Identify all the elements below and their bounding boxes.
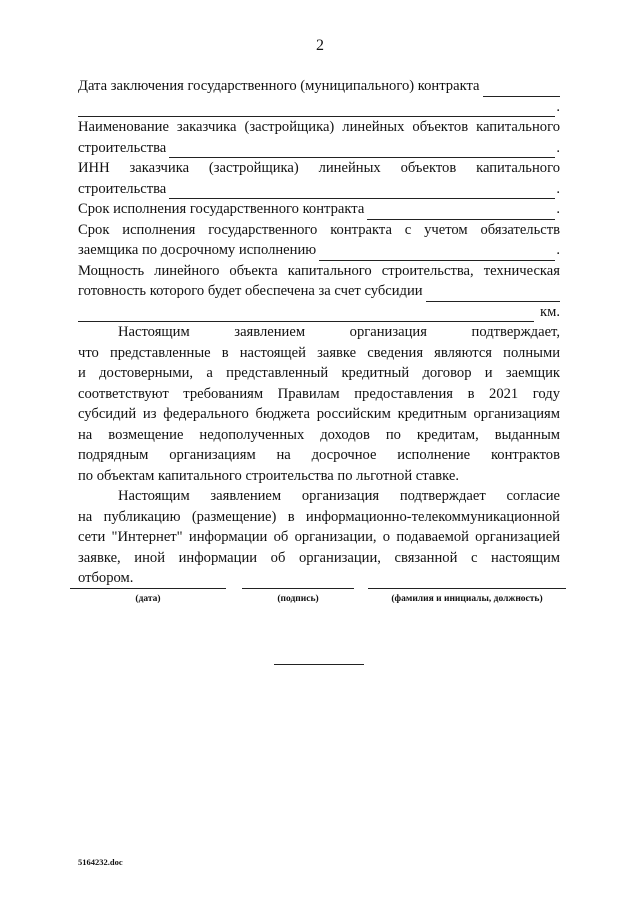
capacity-blank[interactable] bbox=[426, 288, 560, 302]
end-separator bbox=[274, 664, 364, 665]
date-signature-line[interactable] bbox=[70, 588, 226, 589]
paragraph-consent-line: заявке, иной информации об организации, связанной с настоящим bbox=[78, 549, 560, 566]
capacity-blank-2[interactable] bbox=[78, 308, 534, 322]
date-caption: (дата) bbox=[135, 594, 161, 604]
field-customer-name: Наименование заказчика (застройщика) линейных объектов капитального bbox=[78, 119, 560, 135]
paragraph-confirmation-line: на возмещение недополученных доходов по кредитам, выданным bbox=[78, 426, 560, 443]
inn-blank[interactable] bbox=[169, 185, 555, 199]
paragraph-consent-line: отбором. bbox=[78, 570, 134, 586]
form-fields bbox=[78, 76, 560, 589]
paragraph-consent-line: на публикацию (размещение) в информационно-телекоммуникационной bbox=[78, 508, 560, 525]
field-capacity: Мощность линейного объекта капитального строительства, техническая bbox=[78, 262, 560, 279]
paragraph-consent-line: Настоящим заявлением организация подтверждает согласие bbox=[118, 488, 560, 504]
contract-date-blank[interactable] bbox=[483, 83, 561, 97]
footer-filename: 5164232.doc bbox=[78, 857, 123, 867]
paragraph-confirmation-line: что представленные в настоящей заявке сведения являются полными bbox=[78, 344, 560, 361]
sign-caption: (подпись) bbox=[277, 594, 319, 604]
field-contract-term-obligations: Срок исполнения государственного контракта с учетом обязательств bbox=[78, 221, 560, 238]
paragraph-confirmation-line: подрядным организациям на досрочное исполнение контрактов bbox=[78, 447, 560, 463]
paragraph-confirmation-line: Настоящим заявлением организация подтверждает, bbox=[118, 324, 560, 340]
paragraph-confirmation-line: субсидий из федерального бюджета российским кредитным организациям bbox=[78, 406, 560, 422]
field-contract-date: Дата заключения государственного (муниципального) контракта bbox=[78, 76, 560, 97]
page-number: 2 bbox=[316, 37, 324, 54]
contract-date-blank-2[interactable] bbox=[78, 103, 555, 117]
field-inn: ИНН заказчика (застройщика) линейных объектов капитального bbox=[78, 160, 560, 176]
name-caption: (фамилия и инициалы, должность) bbox=[391, 594, 543, 604]
field-capacity-cont: готовность которого будет обеспечена за счет субсидии bbox=[78, 281, 560, 302]
signature-block bbox=[70, 588, 566, 618]
paragraph-confirmation-line: по объектам капитального строительства по льготной ставке. bbox=[78, 467, 460, 484]
contract-term-obligations-blank[interactable] bbox=[319, 247, 555, 261]
contract-term-blank[interactable] bbox=[367, 206, 555, 220]
paragraph-consent-line: сети "Интернет" информации об организации, о подаваемой организацией bbox=[78, 529, 560, 545]
field-contract-term-obligations-cont: заемщика по досрочному исполнению . bbox=[78, 240, 560, 261]
name-signature-line[interactable] bbox=[368, 588, 566, 589]
customer-name-blank[interactable] bbox=[169, 144, 555, 158]
paragraph-confirmation-line: соответствуют требованиям Правилам предоставления в 2021 году bbox=[78, 385, 560, 402]
paragraph-confirmation-line: и достоверными, а представленный кредитный договор и заемщик bbox=[78, 365, 560, 381]
field-inn-cont: строительства . bbox=[78, 179, 560, 200]
sign-signature-line[interactable] bbox=[242, 588, 354, 589]
field-contract-date-cont: . bbox=[78, 97, 560, 118]
field-customer-name-cont: строительства . bbox=[78, 138, 560, 159]
field-contract-term: Срок исполнения государственного контракта . bbox=[78, 199, 560, 220]
field-capacity-km: км. bbox=[78, 302, 560, 323]
